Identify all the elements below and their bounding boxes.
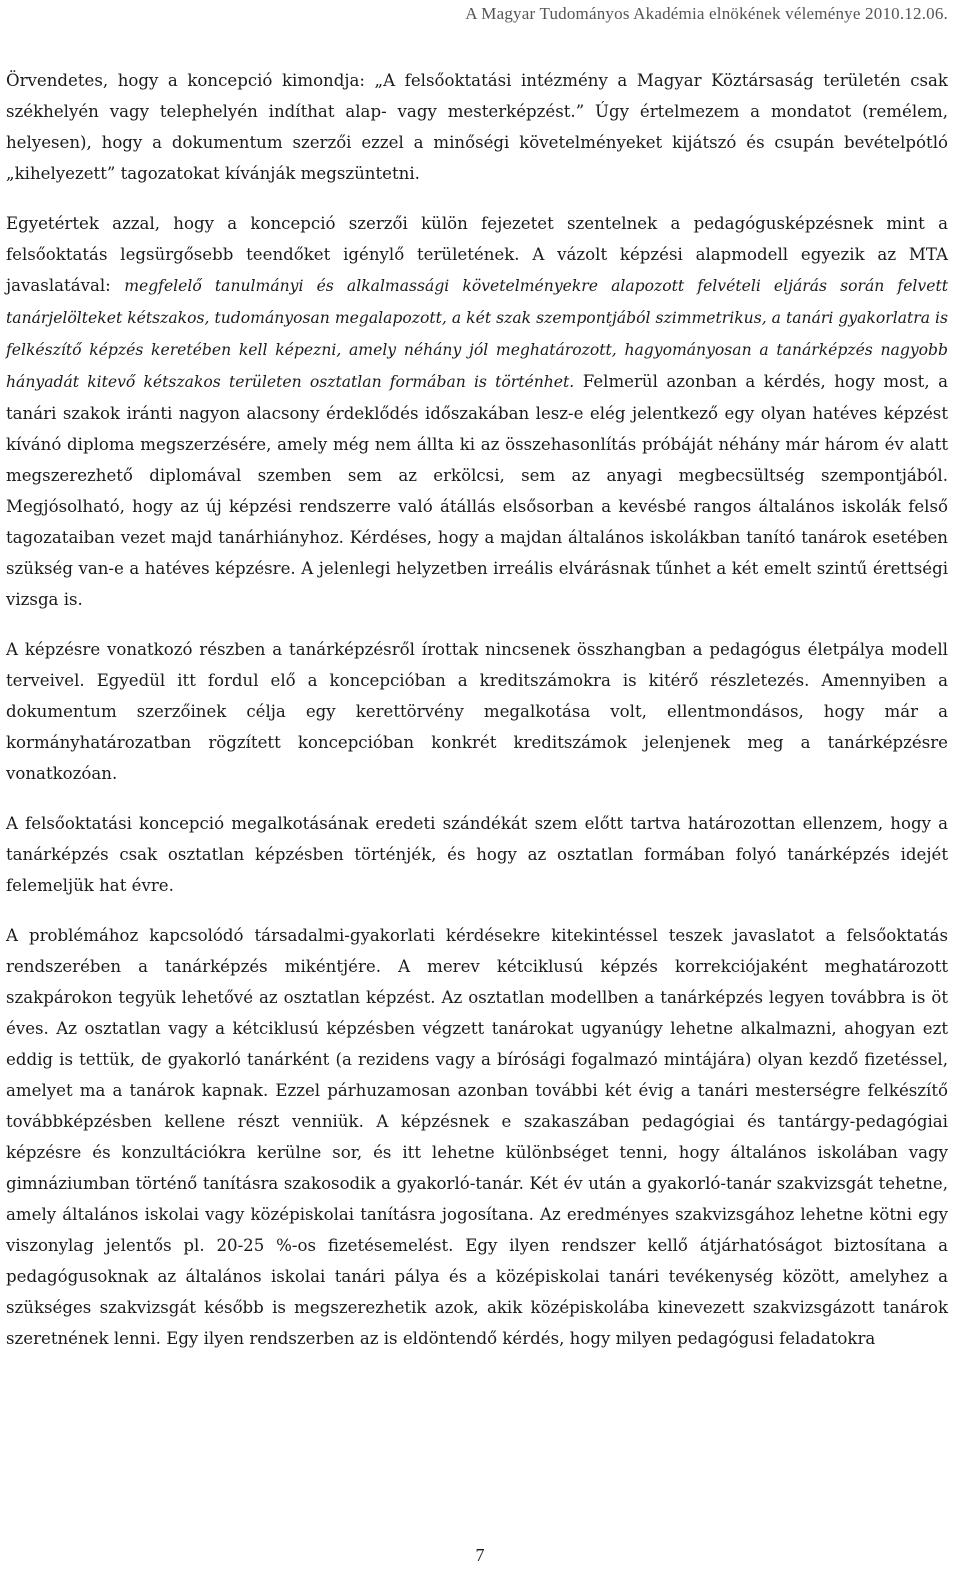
running-header: A Magyar Tudományos Akadémia elnökének véleménye 2010.12.06. — [465, 4, 948, 23]
paragraph-2-quote: megfelelő tanulmányi és alkalmassági követelményekre alapozott felvételi eljárás során felvett tanárjelölteket kétszakos, tudományosan megalapozott, a két szak szempontjából szimmetrikus, a tanári gyakorlatra is felkészítő képzés keretében kell képezni, amely néhány jól meghatározott, hagyományosan a tanárképzés nagyobb hányadát kitevő kétszakos területen osztatlan formában is történhet. — [6, 277, 948, 391]
paragraph-2-rest: Felmerül azonban a kérdés, hogy most, a tanári szakok iránti nagyon alacsony érdeklődés időszakában lesz-e elég jelentkező egy olyan hatéves képzést kívánó diploma megszerzésére, amely még nem állta ki az összehasonlítás próbáját néhány már három év alatt megszerezhető diplomával szemben sem az erkölcsi, sem az anyagi megbecsültség szempontjából. Megjósolható, hogy az új képzési rendszerre való átállás elsősorban a kevésbé rangos általános iskolák felső tagozataiban vezet majd tanárhiányhoz. Kérdéses, hogy a majdan általános iskolákban tanító tanárok esetében szükség van-e a hatéves képzésre. A jelenlegi helyzetben irreális elvárásnak tűnhet a két emelt szintű érettségi vizsga is. — [6, 372, 948, 609]
paragraph-1: Örvendetes, hogy a koncepció kimondja: „A felsőoktatási intézmény a Magyar Köztársaság területén csak székhelyén vagy telephelyén indíthat alap- vagy mesterképzést.” Úgy értelmezem a mondatot (remélem, helyesen), hogy a dokumentum szerzői ezzel a minőségi követelményeket kijátszó és csupán bevételpótló „kihelyezett” tagozatokat kívánják megszüntetni. — [6, 71, 948, 183]
paragraph-2 — [6, 208, 948, 615]
document-body — [6, 65, 948, 1354]
paragraph-2-intro: Egyetértek azzal, hogy a koncepció szerzői külön fejezetet szentelnek a pedagógusképzésnek mint a felsőoktatás legsürgősebb teendőket igénylő területének. A vázolt képzési alapmodell egyezik az MTA javaslatával: — [6, 214, 948, 295]
paragraph-5: A problémához kapcsolódó társadalmi-gyakorlati kérdésekre kitekintéssel teszek javaslatot a felsőoktatás rendszerében a tanárképzés mikéntjére. A merev kétciklusú képzés korrekciójaként meghatározott szakpárokon tegyük lehetővé az osztatlan képzést. Az osztatlan modellben a tanárképzés legyen továbbra is öt éves. Az osztatlan vagy a kétciklusú képzésben végzett tanárokat ugyanúgy lehetne alkalmazni, ahogyan ezt eddig is tettük, de gyakorló tanárként (a rezidens vagy a bírósági fogalmazó mintájára) olyan kezdő fizetéssel, amelyet ma a tanárok kapnak. Ezzel párhuzamosan azonban további két évig a tanári mesterségre felkészítő továbbképzésben kellene részt venniük. A képzésnek e szakaszában pedagógiai és tantárgy-pedagógiai képzésre és konzultációkra kerülne sor, és itt lehetne különbséget tenni, hogy általános iskolában vagy gimnáziumban történő tanításra szakosodik a gyakorló-tanár. Két év után a gyakorló-tanár szakvizsgát tehetne, amely általános iskolai vagy középiskolai tanításra jogosítana. Az eredményes szakvizsgához lehetne kötni egy viszonylag jelentős pl. 20-25 %-os fizetésemelést. Egy ilyen rendszer kellő átjárhatóságot biztosítana a pedagógusoknak az általános iskolai tanári pálya és a középiskolai tanári tevékenység között, amelyhez a szükséges szakvizsgát később is megszerezhetik azok, akik középiskolába kinevezett szakvizsgázott tanárok szeretnének lenni. Egy ilyen rendszerben az is eldöntendő kérdés, hogy milyen pedagógusi feladatokra — [6, 926, 948, 1348]
paragraph-3: A képzésre vonatkozó részben a tanárképzésről írottak nincsenek összhangban a pedagógus életpálya modell terveivel. Egyedül itt fordul elő a koncepcióban a kreditszámokra is kitérő részletezés. Amennyiben a dokumentum szerzőinek célja egy kerettörvény megalkotása volt, ellentmondásos, hogy már a kormányhatározatban rögzített koncepcióban konkrét kreditszámok jelenjenek meg a tanárképzésre vonatkozóan. — [6, 640, 948, 783]
page-number: 7 — [475, 1545, 485, 1565]
paragraph-4: A felsőoktatási koncepció megalkotásának eredeti szándékát szem előtt tartva határozottan ellenzem, hogy a tanárképzés csak osztatlan képzésben történjék, és hogy az osztatlan formában folyó tanárképzés idejét felemeljük hat évre. — [6, 814, 948, 895]
